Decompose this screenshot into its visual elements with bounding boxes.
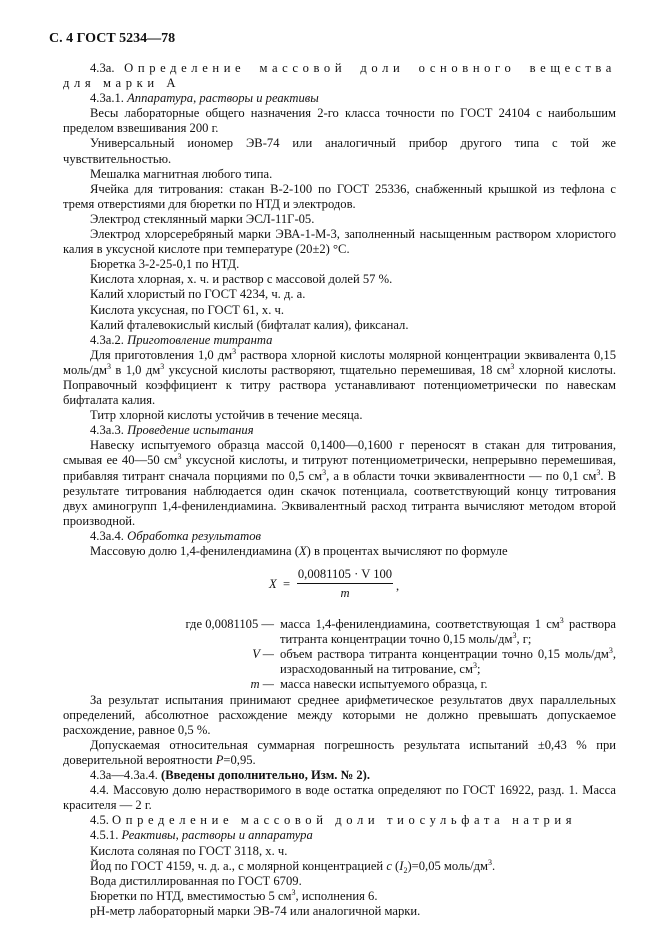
formula-numerator: 0,0081105 · V 100 (297, 567, 393, 584)
subsection-number: 4.3а.1. (90, 91, 124, 106)
subscript: 2 (403, 865, 408, 875)
text: Навеску испытуемого образца массой 0,1400—0,1600 г переносят в стакан для титрования, смывая ее 40—50 см (63, 438, 616, 468)
item: Кислота хлорная, х. ч. и раствор с массовой долей 57 %. (90, 272, 393, 287)
text: Массовую долю 1,4-фенилендиамина ( (90, 544, 299, 558)
section-4-4: 4.4. Массовую долю нерастворимого в воде остатка определяют по ГОСТ 16922, разд. 1. Масса красителя — 2 г. (63, 783, 616, 813)
section-number: 4.5. (90, 813, 109, 828)
text: Бюретки по НТД, вместимостью 5 см (90, 888, 292, 903)
subsection-4-3a-2-heading (63, 333, 616, 348)
text: Для приготовления 1,0 дм (90, 347, 233, 362)
legend-value: масса навески испытуемого образца, г. (280, 677, 488, 692)
item (63, 889, 616, 904)
superscript: 3 (596, 467, 601, 477)
text: . В результате титрования наблюдается один скачок потенциала, соответствующий концу титрования двух аминогрупп 1,4-фенилендиамина. Эквивалентный расход титранта вычисляют методом второй производной. (63, 468, 616, 528)
text: =0,95. (223, 752, 256, 767)
item: Мешалка магнитная любого типа. (90, 166, 273, 181)
paragraph-error (63, 738, 616, 768)
superscript: 3 (291, 887, 296, 897)
text: раствора титранта концентрации точно 0,15 моль/дм (280, 617, 616, 647)
formula-equals: = (283, 577, 291, 592)
subsection-4-5-1-heading (63, 828, 616, 843)
paragraph-result: За результат испытания принимают среднее арифметическое результатов двух параллельных определений, абсолютное расхождение между которыми не должно превышать допускаемое расхождение, равное 0,5 %. (63, 692, 616, 737)
superscript: 3 (487, 857, 492, 867)
amendment-note (63, 768, 616, 783)
item: Бюретка 3-2-25-0,1 по НТД. (90, 257, 240, 272)
text: объем раствора титранта концентрации точно 0,15 моль/дм (280, 647, 609, 662)
variable-x: X (298, 544, 307, 558)
bold-note: (Введены дополнительно, Изм. № 2). (161, 768, 371, 783)
item: Калий хлористый по ГОСТ 4234, ч. д. а. (90, 287, 306, 302)
variable-p: P (215, 752, 224, 767)
legend-key: m — (250, 677, 274, 692)
subsection-title: Обработка результатов (127, 528, 261, 543)
text: 4.3а—4.3а.4. (90, 768, 158, 783)
subsection-4-3a-3-heading (63, 423, 616, 438)
legend-value (280, 647, 616, 677)
legend-key: где 0,0081105 — (185, 617, 274, 632)
paragraph: Титр хлорной кислоты устойчив в течение месяца. (90, 408, 363, 423)
superscript: 3 (177, 452, 182, 462)
subsection-number: 4.5.1. (90, 828, 119, 843)
legend-row (63, 677, 616, 692)
section-number: 4.3а. (90, 61, 115, 75)
superscript: 3 (512, 631, 517, 641)
document-body (63, 61, 616, 919)
superscript: 3 (472, 661, 477, 671)
item: Весы лабораторные общего назначения 2-го класса точности по ГОСТ 24104 с наибольшим пределом взвешивания 200 г. (63, 106, 616, 136)
subsection-4-3a-1-heading (63, 91, 616, 106)
paragraph-formula-intro (63, 544, 616, 559)
subsection-number: 4.3а.2. (90, 332, 124, 347)
superscript: 3 (160, 361, 165, 371)
formula-denominator: m (340, 586, 350, 601)
text: ( (391, 858, 400, 873)
text: ) в процентах вычисляют по формуле (306, 544, 508, 558)
text: , а в области точки эквивалентности — по 0,1 см (326, 468, 597, 483)
text: уксусной кислоты, и титруют потенциометрически, непрерывно перемешивая, прибавляя титрант сначала порциями по 0,5 см (63, 453, 616, 483)
item: Ячейка для титрования: стакан В-2-100 по ГОСТ 25336, снабженный крышкой из тефлона с тремя отверстиями для бюретки по НТД и электродов. (63, 181, 616, 211)
text: хлорной кислоты. Поправочный коэффициент к титру раствора устанавливают потенциометрически по навескам бифталата калия. (63, 362, 616, 408)
superscript: 3 (608, 646, 613, 656)
text: ; (476, 662, 481, 677)
item (63, 859, 616, 874)
item: Калий фталевокислый кислый (бифталат калия), фиксанал. (90, 317, 409, 332)
variable-c: c (386, 858, 392, 873)
legend-value (280, 617, 616, 647)
text: Допускаемая относительная суммарная погрешность результата испытаний ±0,43 % при доверительной вероятности (63, 737, 616, 767)
item: Электрод хлорсеребряный марки ЭВА-1-М-3, заполненный насыщенным раствором хлористого калия в уксусной кислоте при температуре (20±2) °С. (63, 227, 616, 257)
section-title: Определение массовой доли тиосульфата натрия (112, 813, 577, 828)
text: масса 1,4-фенилендиамина, соответствующая 1 см (280, 617, 560, 632)
legend-key: V — (252, 647, 274, 662)
superscript: 3 (107, 361, 112, 371)
superscript: 3 (559, 616, 564, 626)
subsection-number: 4.3а.3. (90, 423, 124, 438)
variable-i: I (399, 858, 404, 873)
subsection-title: Реактивы, растворы и аппаратура (121, 828, 313, 843)
superscript: 3 (510, 361, 515, 371)
subsection-title: Проведение испытания (127, 423, 254, 438)
text: , г; (516, 632, 532, 647)
formula-lhs: X (269, 577, 277, 592)
formula-legend (63, 617, 616, 692)
subsection-4-3a-4-heading (63, 529, 616, 544)
superscript: 3 (232, 346, 237, 356)
text: , израсходованный на титрование, см (280, 647, 616, 677)
paragraph-titrant-preparation (63, 348, 616, 408)
subsection-number: 4.3а.4. (90, 528, 124, 543)
item: Электрод стеклянный марки ЭСЛ-11Г-05. (90, 211, 315, 226)
text: в 1,0 дм (111, 362, 161, 377)
text: раствора хлорной кислоты молярной концентрации эквивалента 0,15 моль/дм (63, 347, 616, 377)
subsection-title: Приготовление титранта (127, 332, 273, 347)
formula (63, 565, 616, 613)
item: Универсальный иономер ЭВ-74 или аналогичный прибор другого типа с той же чувствительностью. (63, 136, 616, 166)
legend-row (63, 617, 616, 647)
superscript: 3 (322, 467, 327, 477)
legend-row (63, 647, 616, 677)
subsection-title: Аппаратура, растворы и реактивы (127, 91, 319, 106)
item: Кислота соляная по ГОСТ 3118, х. ч. (90, 843, 288, 858)
text: )=0,05 моль/дм (407, 858, 488, 873)
text: уксусной кислоты растворяют, тщательно перемешивая, 18 см (164, 362, 511, 377)
paragraph-test-procedure (63, 438, 616, 529)
item: Вода дистиллированная по ГОСТ 6709. (90, 873, 302, 888)
page-header: С. 4 ГОСТ 5234—78 (49, 31, 176, 46)
item: Кислота уксусная, по ГОСТ 61, х. ч. (90, 302, 284, 317)
item: pH-метр лабораторный марки ЭВ-74 или аналогичной марки. (90, 903, 421, 918)
text: Йод по ГОСТ 4159, ч. д. а., с молярной концентрацией (90, 858, 387, 873)
text: , исполнения 6. (295, 888, 378, 903)
section-4-3a-heading (63, 61, 616, 91)
section-title: Определение массовой доли основного вещества для марки А (63, 61, 616, 91)
formula-comma: , (396, 579, 400, 594)
section-4-5-heading (63, 813, 616, 828)
text: . (491, 858, 496, 873)
